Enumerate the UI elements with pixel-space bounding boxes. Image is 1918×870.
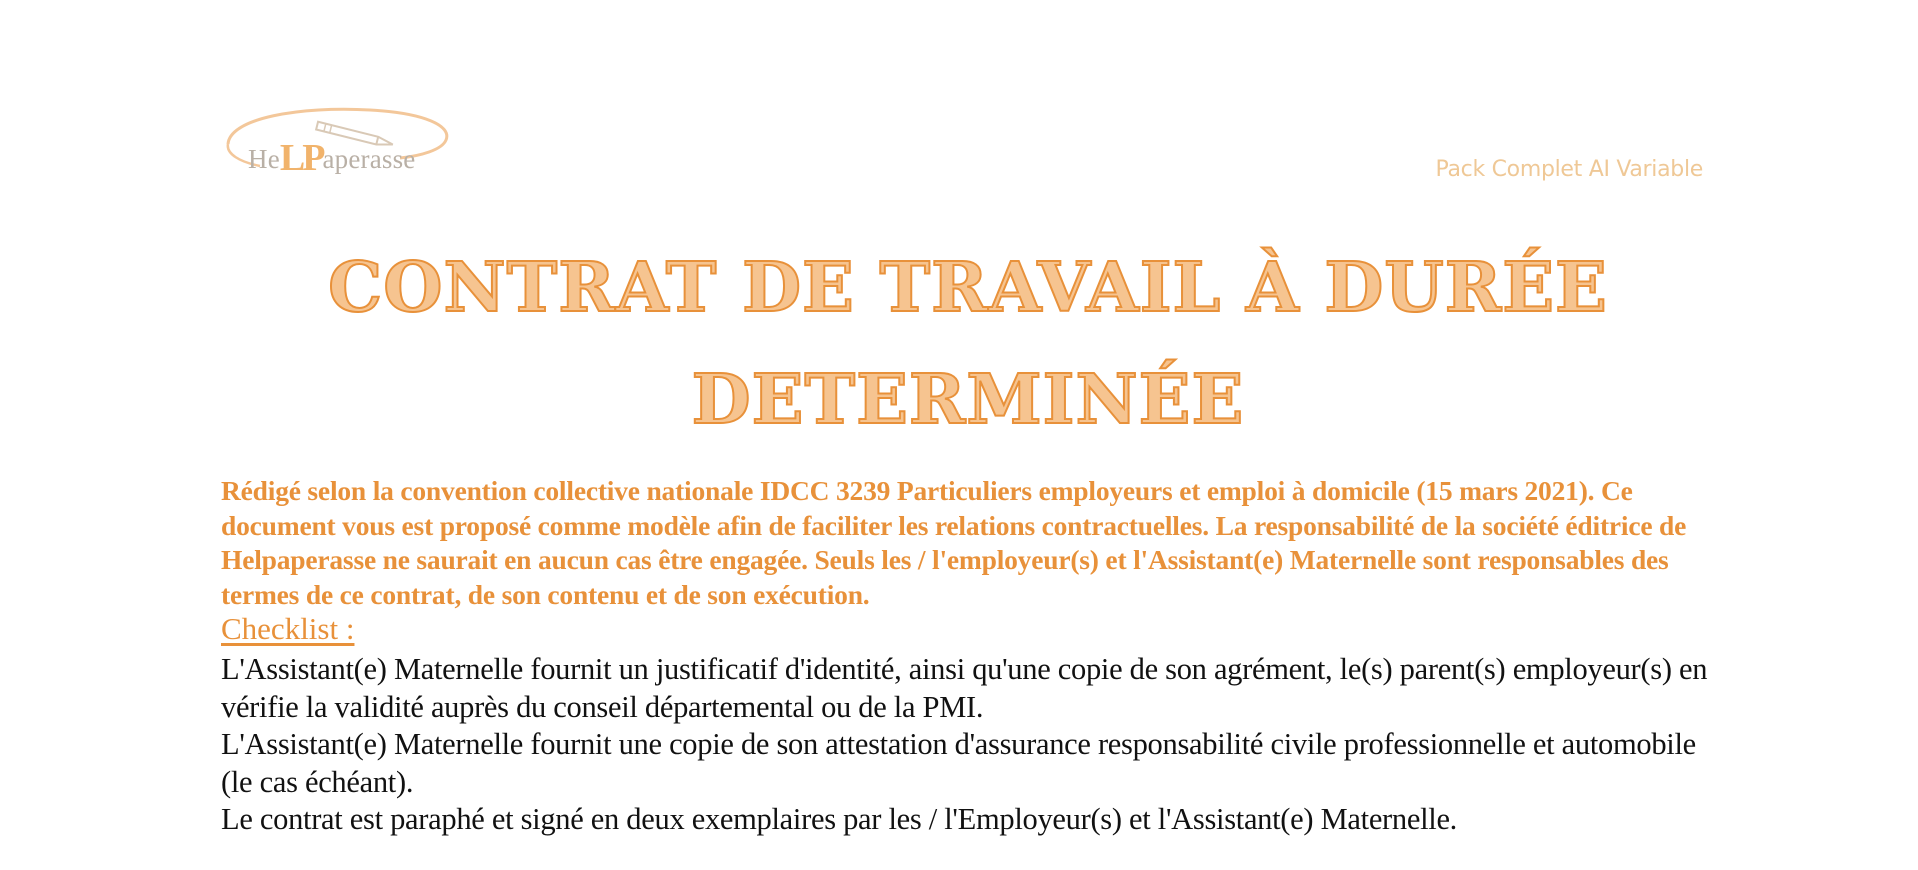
logo-text (248, 134, 416, 178)
title-line-2: DETERMINÉE (691, 360, 1245, 440)
logo-text-he: He (248, 144, 280, 174)
helpaperasse-logo (220, 104, 452, 186)
title-line-1: CONTRAT DE TRAVAIL À DURÉE (328, 248, 1608, 328)
checklist-heading: Checklist : (221, 611, 355, 646)
checklist-item: L'Assistant(e) Maternelle fournit un justificatif d'identité, ainsi qu'une copie de son agrément, le(s) parent(s) employeur(s) en vérifie la validité auprès du conseil départemental ou de la PMI. (221, 652, 1708, 724)
checklist (221, 651, 1711, 839)
document-title (220, 232, 1716, 456)
logo-text-lp: LP (279, 137, 323, 179)
pack-label: Pack Complet AI Variable (1435, 157, 1703, 182)
logo-text-rest: aperasse (322, 144, 416, 174)
checklist-item: L'Assistant(e) Maternelle fournit une copie de son attestation d'assurance responsabilité civile professionnelle et automobile (le cas échéant). (221, 727, 1696, 799)
checklist-item: Le contrat est paraphé et signé en deux exemplaires par les / l'Employeur(s) et l'Assistant(e) Maternelle. (221, 802, 1458, 836)
intro-paragraph: Rédigé selon la convention collective nationale IDCC 3239 Particuliers employeurs et emploi à domicile (15 mars 2021). Ce document vous est proposé comme modèle afin de faciliter les relations contractuelles. La responsabilité de la société éditrice de Helpaperasse ne saurait en aucun cas être engagée. Seuls les / l'employeur(s) et l'Assistant(e) Maternelle sont responsables des termes de ce contrat, de son contenu et de son exécution. (221, 475, 1687, 610)
